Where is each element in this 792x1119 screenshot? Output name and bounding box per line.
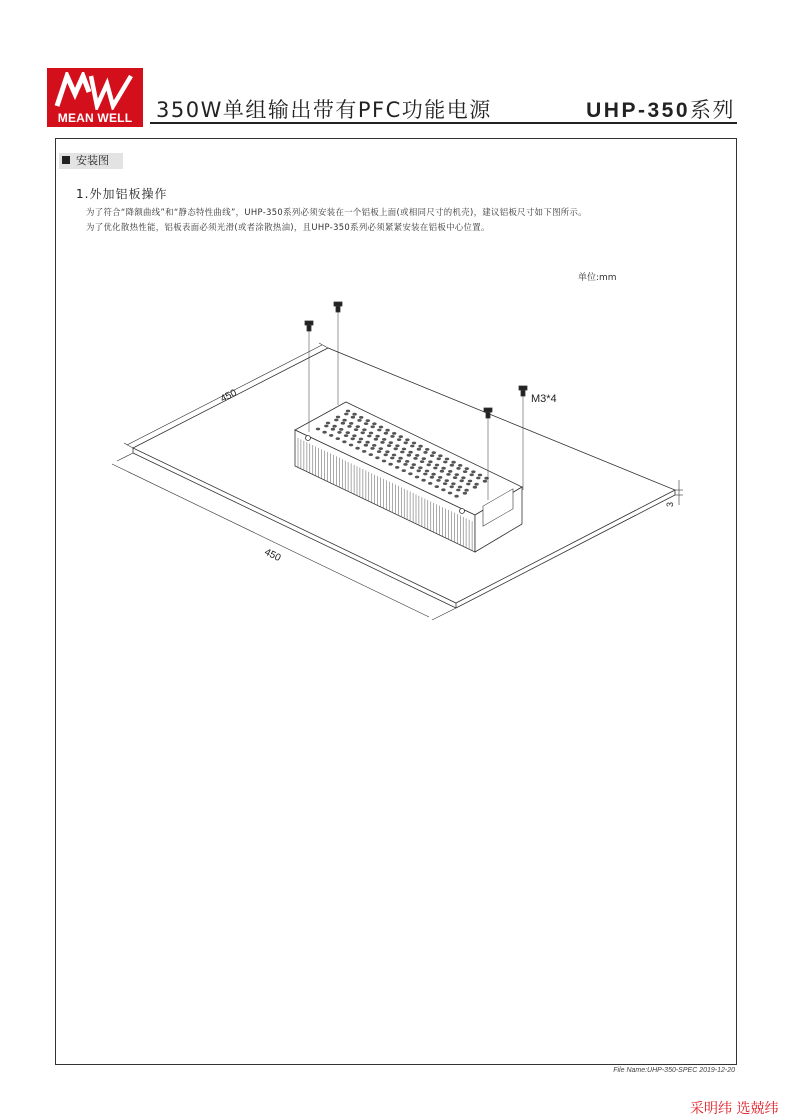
- vent-hole: [464, 489, 468, 492]
- vent-hole: [417, 448, 421, 451]
- vent-hole: [336, 416, 340, 419]
- vent-hole: [349, 422, 353, 425]
- vent-hole: [352, 434, 356, 437]
- vent-hole: [362, 450, 366, 453]
- vent-hole: [425, 448, 429, 451]
- vent-hole: [344, 434, 348, 437]
- vent-hole: [412, 442, 416, 445]
- vent-hole: [352, 413, 356, 416]
- section-label: 安装图: [76, 154, 109, 167]
- vent-hole: [408, 472, 412, 475]
- vent-hole: [423, 451, 427, 454]
- vent-hole: [397, 438, 401, 441]
- vent-hole: [372, 444, 376, 447]
- vent-hole: [336, 437, 340, 440]
- vent-hole: [460, 479, 464, 482]
- vent-hole: [346, 431, 350, 434]
- vent-hole: [438, 454, 442, 457]
- vent-hole: [425, 470, 429, 473]
- vent-hole: [412, 463, 416, 466]
- vent-hole: [354, 428, 358, 431]
- vent-hole: [417, 469, 421, 472]
- vent-hole: [334, 419, 338, 422]
- vent-hole: [410, 445, 414, 448]
- dimension-thickness: [675, 480, 683, 505]
- vent-hole: [326, 422, 330, 425]
- logo-text: MEAN WELL: [57, 111, 133, 125]
- vent-hole: [385, 450, 389, 453]
- vent-hole: [351, 437, 355, 440]
- vent-hole: [399, 435, 403, 438]
- vent-hole: [454, 495, 458, 498]
- vent-hole: [471, 470, 475, 473]
- vent-hole: [362, 428, 366, 431]
- vent-hole: [394, 447, 398, 450]
- vent-hole: [374, 438, 378, 441]
- vent-hole: [446, 473, 450, 476]
- vent-hole: [400, 451, 404, 454]
- vent-hole: [420, 460, 424, 463]
- vent-hole: [403, 463, 407, 466]
- vent-hole: [455, 473, 459, 476]
- vent-hole: [364, 444, 368, 447]
- item-title: 1.外加铝板操作: [76, 187, 168, 201]
- vent-hole: [428, 482, 432, 485]
- vent-hole: [413, 457, 417, 460]
- vent-hole: [366, 419, 370, 422]
- vent-hole: [322, 431, 326, 434]
- vent-hole: [382, 460, 386, 463]
- vent-hole: [431, 473, 435, 476]
- vent-hole: [369, 432, 373, 435]
- vent-hole: [388, 463, 392, 466]
- vent-hole: [342, 419, 346, 422]
- vent-hole: [461, 476, 465, 479]
- vent-hole: [384, 453, 388, 456]
- dimension-thickness-label: 3: [665, 501, 675, 507]
- vent-hole: [329, 434, 333, 437]
- vent-hole: [371, 425, 375, 428]
- vent-hole: [418, 445, 422, 448]
- vent-hole: [390, 457, 394, 460]
- vent-hole: [365, 441, 369, 444]
- vent-hole: [316, 428, 320, 431]
- vent-hole: [415, 476, 419, 479]
- vent-hole: [341, 422, 345, 425]
- vent-hole: [339, 428, 343, 431]
- vent-hole: [385, 429, 389, 432]
- vent-hole: [428, 460, 432, 463]
- vent-hole: [450, 485, 454, 488]
- vent-hole: [453, 476, 457, 479]
- vent-hole: [346, 410, 350, 413]
- vent-hole: [372, 422, 376, 425]
- vent-hole: [422, 457, 426, 460]
- vent-hole: [483, 480, 487, 483]
- vent-hole: [377, 429, 381, 432]
- vent-hole: [392, 432, 396, 435]
- vent-hole: [395, 466, 399, 469]
- vent-hole: [379, 447, 383, 450]
- vent-hole: [427, 463, 431, 466]
- vent-hole: [370, 447, 374, 450]
- vent-hole: [456, 489, 460, 492]
- model-name: UHP-350: [586, 99, 690, 122]
- vent-hole: [356, 425, 360, 428]
- vent-hole: [384, 432, 388, 435]
- vent-hole: [458, 464, 462, 467]
- vent-hole: [473, 486, 477, 489]
- vent-hole: [337, 431, 341, 434]
- vent-hole: [451, 461, 455, 464]
- vent-hole: [351, 416, 355, 419]
- vent-hole: [377, 450, 381, 453]
- vent-hole: [342, 440, 346, 443]
- vent-hole: [380, 441, 384, 444]
- vent-hole: [405, 438, 409, 441]
- vent-hole: [445, 458, 449, 461]
- vent-hole: [382, 438, 386, 441]
- vent-hole: [375, 456, 379, 459]
- vent-hole: [324, 425, 328, 428]
- vent-hole: [465, 467, 469, 470]
- vent-hole: [407, 454, 411, 457]
- vent-hole: [438, 476, 442, 479]
- vent-hole: [435, 485, 439, 488]
- vent-hole: [448, 470, 452, 473]
- vent-hole: [364, 422, 368, 425]
- vent-hole: [450, 464, 454, 467]
- file-name-footer: File Name:UHP-350-SPEC 2019-12-20: [613, 1067, 735, 1074]
- vent-hole: [398, 457, 402, 460]
- vent-hole: [443, 482, 447, 485]
- dimension-front-label: 450: [262, 546, 283, 564]
- vent-hole: [331, 428, 335, 431]
- vent-hole: [402, 469, 406, 472]
- vent-hole: [435, 464, 439, 467]
- vent-hole: [463, 470, 467, 473]
- vent-hole: [347, 425, 351, 428]
- watermark-text: 采明纬 选兢纬: [690, 1101, 779, 1117]
- vent-hole: [410, 466, 414, 469]
- vent-hole: [408, 451, 412, 454]
- dimension-back-label: 450: [218, 387, 239, 405]
- vent-hole: [474, 483, 478, 486]
- vent-hole: [357, 419, 361, 422]
- description-line-1: 为了符合“降额曲线”和“静态特性曲线”，UHP-350系列必须安装在一个铝板上面(或相同尺寸的机壳)，建议铝板尺寸如下图所示。: [86, 207, 587, 217]
- vent-hole: [357, 441, 361, 444]
- vent-hole: [404, 441, 408, 444]
- description-line-2: 为了优化散热性能，铝板表面必须光滑(或者涂散热油)，且UHP-350系列必须紧紧安装在铝板中心位置。: [86, 222, 490, 232]
- vent-hole: [405, 460, 409, 463]
- vent-hole: [418, 466, 422, 469]
- vent-hole: [451, 482, 455, 485]
- screw-spec-label: M3*4: [531, 393, 557, 405]
- vent-hole: [470, 473, 474, 476]
- unit-label: 单位:mm: [578, 273, 617, 283]
- vent-hole: [421, 479, 425, 482]
- vent-hole: [440, 470, 444, 473]
- vent-hole: [430, 454, 434, 457]
- vent-hole: [402, 448, 406, 451]
- vent-hole: [456, 467, 460, 470]
- vent-hole: [437, 457, 441, 460]
- screw-icon: [334, 302, 342, 312]
- vent-hole: [349, 444, 353, 447]
- vent-hole: [432, 451, 436, 454]
- screw-icon: [305, 321, 313, 331]
- vent-hole: [344, 413, 348, 416]
- vent-hole: [468, 480, 472, 483]
- vent-hole: [436, 479, 440, 482]
- vent-hole: [390, 435, 394, 438]
- vent-hole: [379, 426, 383, 429]
- series-suffix: 系列: [690, 98, 735, 122]
- vent-hole: [369, 453, 373, 456]
- vent-hole: [332, 425, 336, 428]
- vent-hole: [423, 473, 427, 476]
- vent-hole: [397, 460, 401, 463]
- vent-hole: [433, 467, 437, 470]
- vent-hole: [355, 447, 359, 450]
- vent-hole: [359, 416, 363, 419]
- vent-hole: [445, 479, 449, 482]
- vent-hole: [430, 476, 434, 479]
- vent-hole: [458, 486, 462, 489]
- vent-hole: [387, 444, 391, 447]
- vent-hole: [389, 441, 393, 444]
- vent-hole: [415, 454, 419, 457]
- vent-hole: [441, 467, 445, 470]
- screw-icon: [519, 386, 527, 396]
- vent-hole: [443, 461, 447, 464]
- vent-hole: [466, 483, 470, 486]
- vent-hole: [463, 492, 467, 495]
- vent-hole: [375, 435, 379, 438]
- vent-hole: [392, 454, 396, 457]
- vent-hole: [448, 492, 452, 495]
- vent-hole: [395, 444, 399, 447]
- vent-hole: [441, 488, 445, 491]
- vent-hole: [476, 477, 480, 480]
- vent-hole: [361, 431, 365, 434]
- vent-hole: [478, 474, 482, 477]
- vent-hole: [359, 438, 363, 441]
- vent-hole: [367, 435, 371, 438]
- page-title: 350W单组输出带有PFC功能电源: [156, 98, 492, 122]
